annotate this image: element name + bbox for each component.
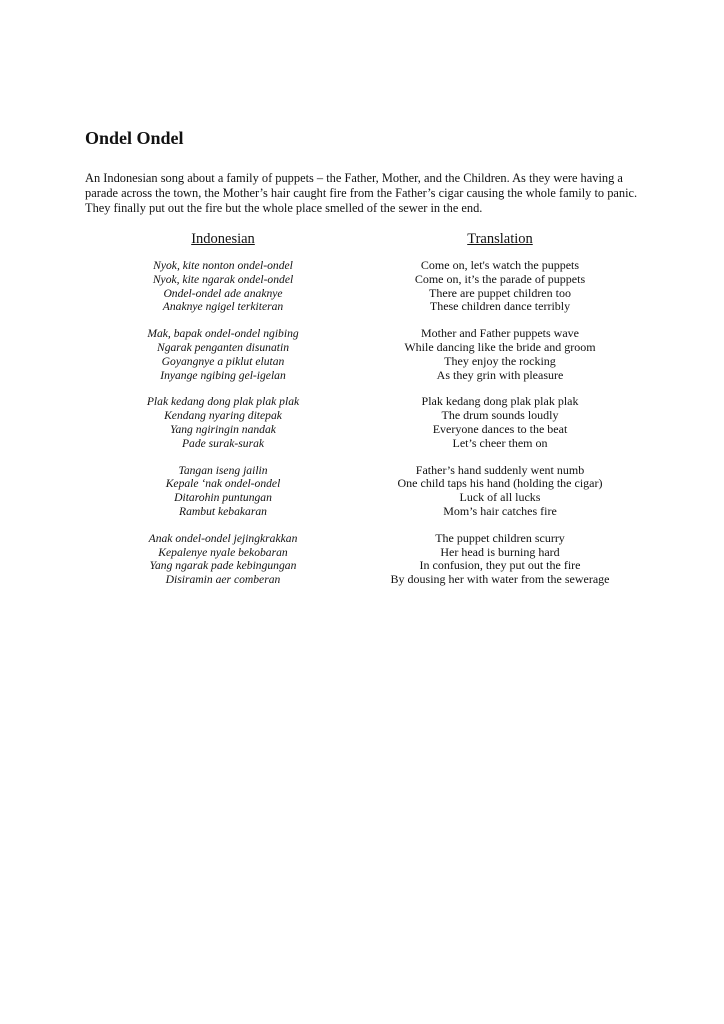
translation-line: Let’s cheer them on [452, 435, 548, 450]
translation-line: By dousing her with water from the sewerage [390, 572, 610, 587]
lyric-line: Kepale ‘nak ondel-ondel [165, 477, 281, 491]
lyric-line: Plak kedang dong plak plak plak [146, 395, 300, 409]
lyric-line: Disiramin aer comberan [165, 573, 281, 587]
lyric-line: Goyangnye a piklut elutan [161, 354, 285, 368]
translation-line: Mom’s hair catches fire [443, 503, 557, 518]
translation-line: Everyone dances to the beat [432, 421, 568, 436]
lyric-line: Yang ngiringin nandak [170, 422, 276, 436]
indonesian-stanza-1 [113, 259, 333, 314]
translation-line: Father’s hand suddenly went numb [415, 462, 585, 477]
translation-line: The drum sounds loudly [441, 408, 559, 423]
lyric-line: Ditarohin puntungan [174, 491, 272, 505]
lyric-line: Nyok, kite ngarak ondel-ondel [152, 272, 294, 286]
translation-line: While dancing like the bride and groom [404, 339, 596, 354]
translation-heading: Translation [467, 231, 533, 247]
lyric-line: Mak, bapak ondel-ondel ngibing [147, 327, 299, 341]
lyric-line: Pade surak-surak [181, 436, 265, 450]
translation-line: Plak kedang dong plak plak plak [421, 394, 579, 409]
lyric-line: Anak ondel-ondel jejingkrakkan [148, 531, 298, 545]
translation-line: The puppet children scurry [435, 530, 565, 545]
lyric-line: Anaknye ngigel terkiteran [162, 300, 284, 314]
translation-line: Mother and Father puppets wave [421, 326, 579, 341]
lyric-line: Tangan iseng jailin [178, 463, 268, 477]
translation-stanza-4 [370, 464, 630, 519]
lyric-line: Ngarak penganten disunatin [156, 340, 290, 354]
lyric-line: Yang ngarak pade kebingungan [149, 559, 297, 573]
translation-line: Come on, let's watch the puppets [420, 258, 580, 272]
intro-paragraph: An Indonesian song about a family of puppets – the Father, Mother, and the Children. As they were having a parade across the town, the Mother’s hair caught fire from the Father’s cigar causing the whole family to panic. They finally put out the fire but the whole place smelled of the sewer in the end. [85, 171, 638, 215]
translation-column [370, 229, 630, 600]
translation-stanza-3 [370, 395, 630, 450]
lyric-line: Kendang nyaring ditepak [164, 409, 282, 423]
translation-line: They enjoy the rocking [444, 353, 556, 368]
indonesian-stanza-5 [113, 532, 333, 587]
indonesian-stanza-2 [113, 327, 333, 382]
indonesian-column [113, 229, 333, 600]
translation-line: These children dance terribly [429, 299, 571, 314]
translation-stanza-1 [370, 259, 630, 314]
lyric-line: Rambut kebakaran [179, 504, 267, 518]
indonesian-stanza-4 [113, 464, 333, 519]
translation-line: Come on, it’s the parade of puppets [414, 271, 586, 286]
translation-line: Luck of all lucks [459, 490, 541, 505]
translation-line: There are puppet children too [429, 285, 571, 300]
lyric-line: Ondel-ondel ade anaknye [163, 286, 283, 300]
indonesian-heading: Indonesian [191, 231, 255, 247]
indonesian-stanza-3 [113, 395, 333, 450]
lyric-line: Inyange ngibing gel-igelan [160, 368, 286, 382]
translation-line: Her head is burning hard [440, 544, 560, 559]
lyric-line: Kepalenye nyale bekobaran [158, 545, 288, 559]
translation-line: As they grin with pleasure [436, 367, 564, 382]
lyric-line: Nyok, kite nonton ondel-ondel [153, 259, 293, 272]
translation-stanza-2 [370, 327, 630, 382]
translation-line: In confusion, they put out the fire [419, 558, 581, 573]
translation-stanza-5 [370, 532, 630, 587]
document-title: Ondel Ondel [85, 128, 184, 148]
translation-line: One child taps his hand (holding the cigar) [397, 476, 603, 491]
